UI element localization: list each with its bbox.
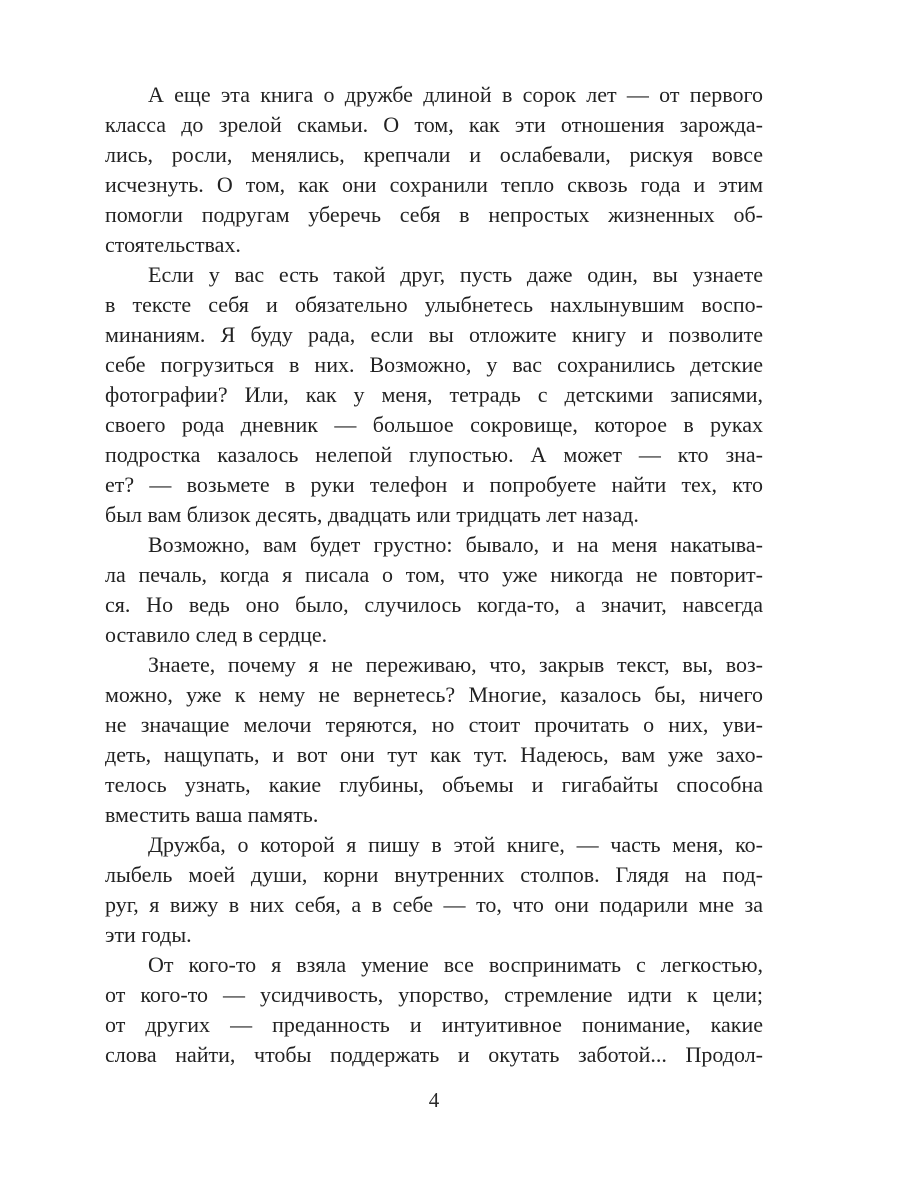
text-line: не значащие мелочи теряются, но стоит прочитать о них, уви- <box>105 712 763 737</box>
text-line: Знаете, почему я не переживаю, что, закрыв текст, вы, воз- <box>148 652 763 677</box>
text-line: лись, росли, менялись, крепчали и ослабевали, рискуя вовсе <box>105 142 763 167</box>
text-line: класса до зрелой скамьи. О том, как эти отношения зарожда- <box>105 112 763 137</box>
text-line: фотографии? Или, как у меня, тетрадь с детскими записями, <box>105 382 763 407</box>
text-line: стоятельствах. <box>105 232 241 257</box>
text-line: ла печаль, когда я писала о том, что уже никогда не повторит- <box>105 562 763 587</box>
text-line: подростка казалось нелепой глупостью. А может — кто зна- <box>105 442 763 467</box>
text-line: помогли подругам уберечь себя в непростых жизненных об- <box>105 202 763 227</box>
text-line: себе погрузиться в них. Возможно, у вас сохранились детские <box>105 352 763 377</box>
page-text-block <box>105 80 763 1070</box>
text-line: руг, я вижу в них себя, а в себе — то, что они подарили мне за <box>105 892 763 917</box>
text-line: оставило след в сердце. <box>105 622 328 647</box>
paragraph <box>105 830 763 950</box>
text-line: слова найти, чтобы поддержать и окутать заботой... Продол- <box>105 1042 763 1067</box>
text-line: Если у вас есть такой друг, пусть даже один, вы узнаете <box>148 262 763 287</box>
paragraph <box>105 260 763 530</box>
paragraph <box>105 950 763 1070</box>
text-line: можно, уже к нему не вернетесь? Многие, казалось бы, ничего <box>105 682 763 707</box>
text-line: лыбель моей души, корни внутренних столпов. Глядя на под- <box>105 862 763 887</box>
text-line: ся. Но ведь оно было, случилось когда-то, а значит, навсегда <box>105 592 763 617</box>
text-line: от кого-то — усидчивость, упорство, стремление идти к цели; <box>105 982 763 1007</box>
page-number: 4 <box>428 1088 440 1112</box>
text-line: телось узнать, какие глубины, объемы и гигабайты способна <box>105 772 763 797</box>
text-line: в тексте себя и обязательно улыбнетесь нахлынувшим воспо- <box>105 292 763 317</box>
text-line: Возможно, вам будет грустно: бывало, и на меня накатыва- <box>148 532 763 557</box>
paragraph <box>105 530 763 650</box>
text-line: эти годы. <box>105 922 192 947</box>
text-line: Дружба, о которой я пишу в этой книге, — часть меня, ко- <box>148 832 763 857</box>
text-line: от других — преданность и интуитивное понимание, какие <box>105 1012 763 1037</box>
text-line: минаниям. Я буду рада, если вы отложите книгу и позволите <box>105 322 763 347</box>
text-line: А еще эта книга о дружбе длиной в сорок лет — от первого <box>148 82 763 107</box>
paragraph <box>105 650 763 830</box>
text-line: своего рода дневник — большое сокровище, которое в руках <box>105 412 763 437</box>
text-line: деть, нащупать, и вот они тут как тут. Надеюсь, вам уже захо- <box>105 742 763 767</box>
text-line: От кого-то я взяла умение все воспринимать с легкостью, <box>148 952 763 977</box>
text-line: вместить ваша память. <box>105 802 319 827</box>
text-line: исчезнуть. О том, как они сохранили тепло сквозь года и этим <box>105 172 763 197</box>
text-line: был вам близок десять, двадцать или тридцать лет назад. <box>105 502 639 527</box>
paragraph <box>105 80 763 260</box>
text-line: ет? — возьмете в руки телефон и попробуете найти тех, кто <box>105 472 763 497</box>
